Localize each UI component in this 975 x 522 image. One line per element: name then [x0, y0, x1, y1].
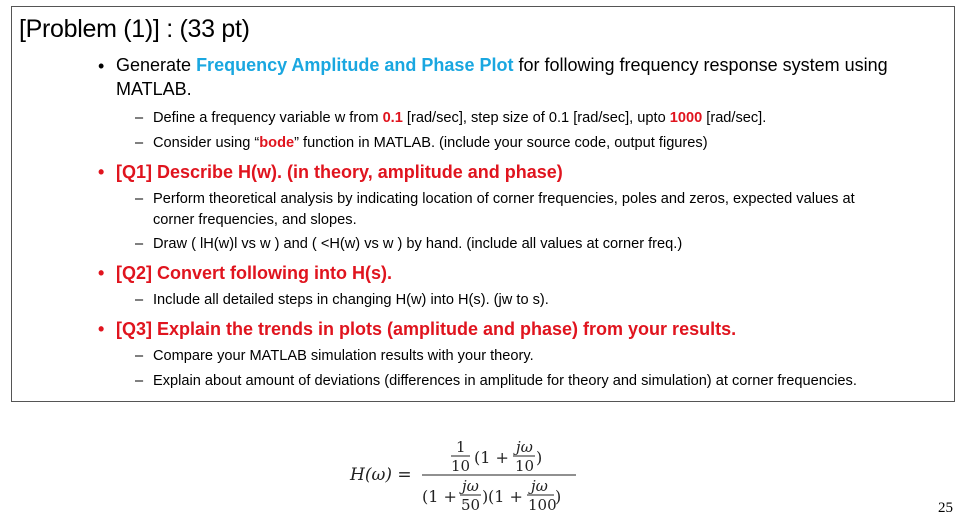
transfer-function-equation [348, 432, 588, 516]
sub-consider-bode [153, 135, 708, 151]
dash-marker: – [135, 191, 144, 207]
sub-q3-deviation: Explain about amount of deviations (differences in amplitude for theory and simulation) at corner frequencies. [153, 373, 857, 389]
num-jw: jω [516, 438, 533, 456]
sub-q1-draw: Draw ( lH(w)l vs w ) and ( <H(w) vs w ) by hand. (include all values at corner freq.) [153, 236, 683, 252]
text-segment: [rad/sec]. [702, 110, 767, 126]
question-q2: [Q2] Convert following into H(s). [116, 263, 392, 283]
den-paren2-close: ) [555, 487, 562, 506]
num-paren-open: (1 + [474, 448, 509, 467]
den-paren2-open: (1 + [488, 487, 523, 506]
den-paren1-open: (1 + [422, 487, 457, 506]
num-jw-den: 10 [515, 457, 535, 475]
problem-box [11, 6, 955, 402]
text-segment: Define a frequency variable w from [153, 110, 383, 126]
den-paren1-close: ) [482, 487, 489, 506]
dash-marker: – [135, 135, 144, 151]
den-jw2: jω [531, 477, 548, 495]
value-start: 0.1 [382, 110, 403, 126]
highlight-frequency-plot: Frequency Amplitude and Phase Plot [196, 55, 514, 75]
dash-marker: – [135, 292, 144, 308]
dash-marker: – [135, 110, 144, 126]
equation-lhs: H(ω) = [350, 465, 412, 485]
slide-title: [Problem (1)] : (33 pt) [19, 15, 250, 43]
sub-q3-compare: Compare your MATLAB simulation results with your theory. [153, 348, 534, 364]
value-end: 1000 [669, 110, 703, 126]
dash-marker: – [135, 236, 144, 252]
bullet-dot: • [98, 56, 105, 76]
den-100: 100 [528, 496, 557, 514]
sub-define-frequency [153, 110, 766, 126]
page-number: 25 [938, 500, 953, 516]
sub-q1-analysis-cont: corner frequencies, and slopes. [153, 212, 357, 228]
text-segment: for following frequency response system using [513, 55, 888, 75]
bullet-generate [116, 55, 888, 76]
bullet-dot-red: • [98, 263, 105, 283]
text-segment: ” function in MATLAB. (include your source code, output figures) [294, 135, 708, 151]
text-segment: Consider using “ [153, 135, 260, 151]
den-jw1: jω [462, 477, 479, 495]
question-q1: [Q1] Describe H(w). (in theory, amplitude and phase) [116, 162, 563, 182]
sub-q1-analysis: Perform theoretical analysis by indicating location of corner frequencies, poles and zeros, expected values at [153, 191, 855, 207]
den-50: 50 [461, 496, 481, 514]
num-ten: 10 [451, 457, 471, 475]
bullet-dot-red: • [98, 162, 105, 182]
dash-marker: – [135, 348, 144, 364]
num-one: 1 [456, 438, 466, 456]
equation-svg [348, 432, 588, 516]
num-paren-close: ) [536, 448, 543, 467]
text-segment: [rad/sec], step size of 0.1 [rad/sec], upto [402, 110, 670, 126]
bullet-dot-red: • [98, 319, 105, 339]
keyword-bode: bode [259, 135, 295, 151]
question-q3: [Q3] Explain the trends in plots (amplitude and phase) from your results. [116, 319, 737, 339]
sub-q2-steps: Include all detailed steps in changing H(w) into H(s). (jw to s). [153, 292, 549, 308]
text-segment: Generate [116, 55, 197, 75]
bullet-generate-cont: MATLAB. [116, 79, 192, 99]
dash-marker: – [135, 373, 144, 389]
